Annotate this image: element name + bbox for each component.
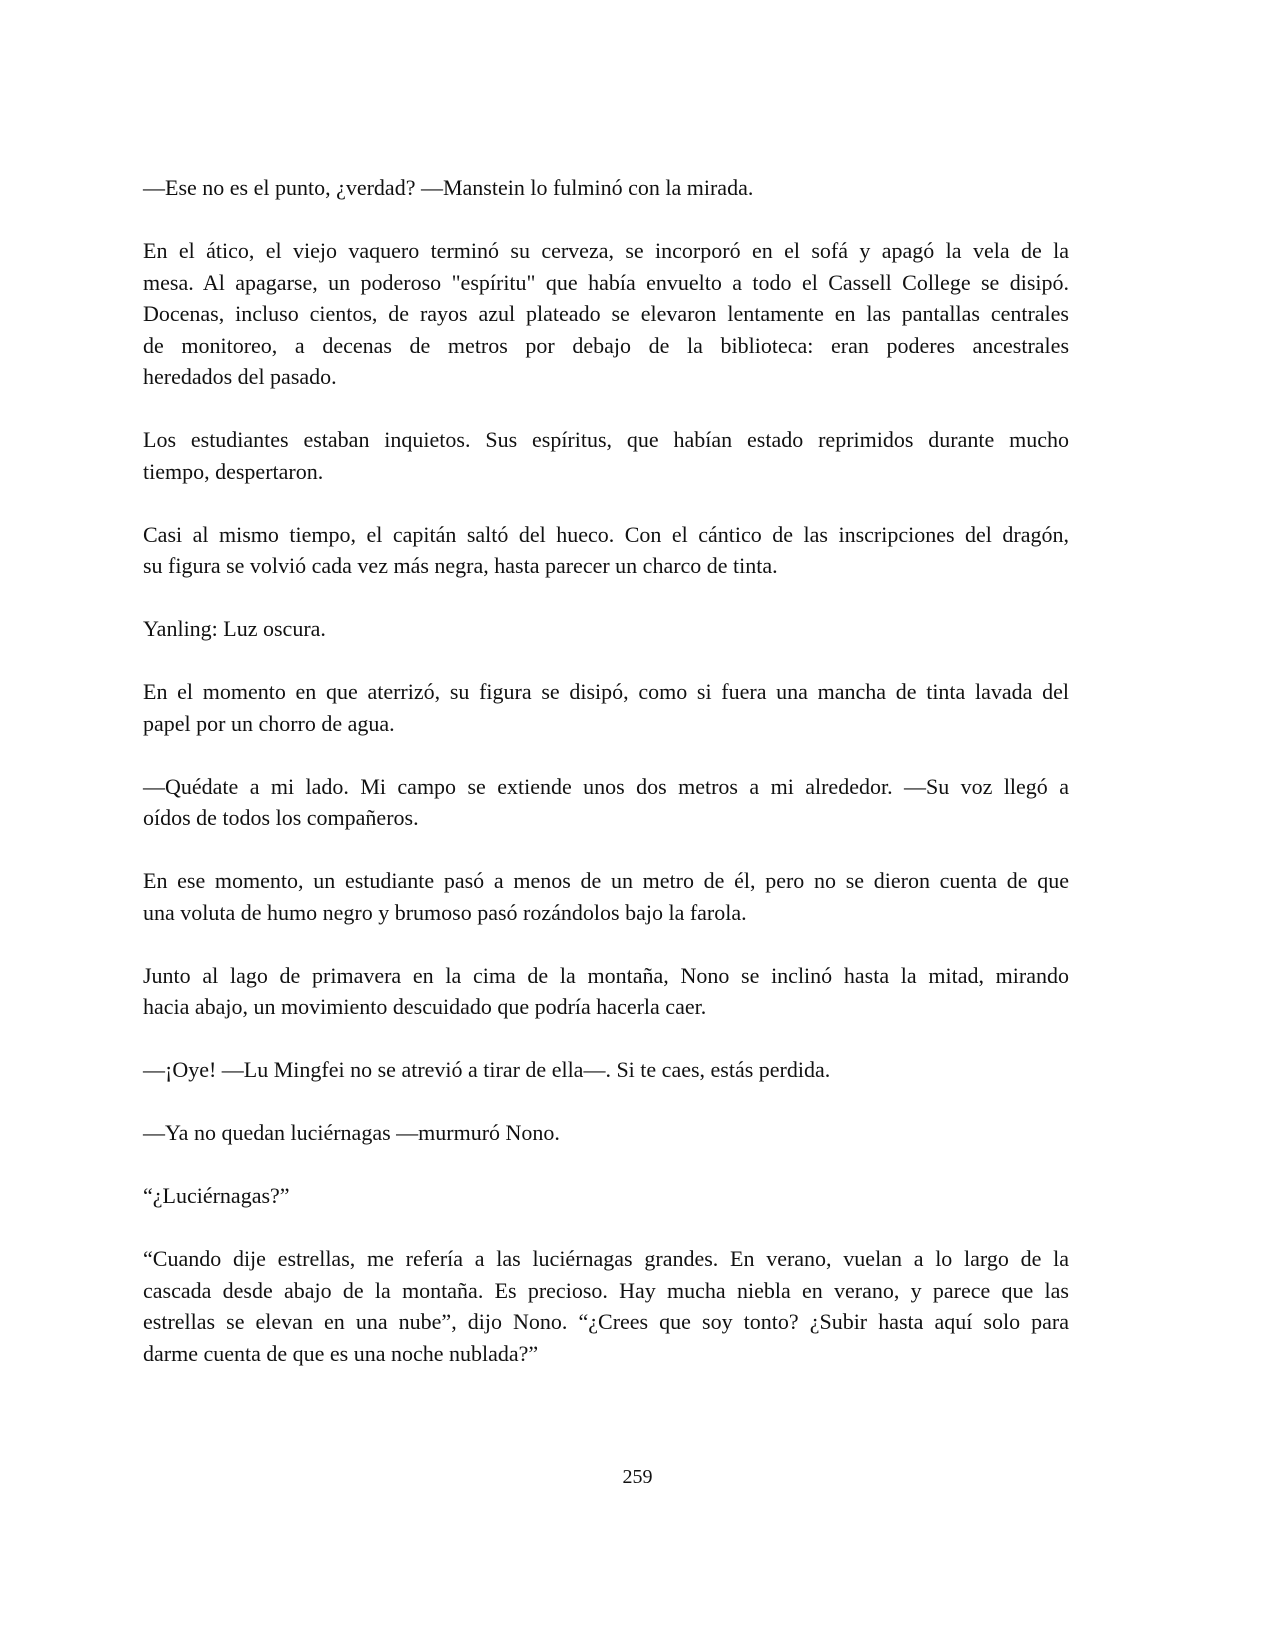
text-line: Yanling: Luz oscura. bbox=[143, 616, 326, 641]
text-line: darme cuenta de que es una noche nublada?” bbox=[143, 1340, 539, 1366]
paragraph bbox=[143, 613, 1069, 645]
text-line: Junto al lago de primavera en la cima de la montaña, Nono se inclinó hasta la mitad, mirando bbox=[143, 962, 1069, 988]
text-line: “¿Luciérnagas?” bbox=[143, 1183, 290, 1208]
text-line: —Ese no es el punto, ¿verdad? —Manstein lo fulminó con la mirada. bbox=[143, 175, 754, 200]
text-line: En el momento en que aterrizó, su figura se disipó, como si fuera una mancha de tinta lavada del bbox=[143, 679, 1069, 704]
paragraph bbox=[143, 424, 1069, 487]
text-line: “Cuando dije estrellas, me refería a las luciérnagas grandes. En verano, vuelan a lo largo de la bbox=[143, 1246, 1069, 1271]
text-line: su figura se volvió cada vez más negra, hasta parecer un charco de tinta. bbox=[143, 553, 778, 578]
text-line: En ese momento, un estudiante pasó a menos de un metro de él, pero no se dieron cuenta de que bbox=[143, 868, 1069, 893]
text-line: —Ya no quedan luciérnagas —murmuró Nono. bbox=[143, 1120, 560, 1145]
paragraph bbox=[143, 960, 1069, 1023]
text-line: —¡Oye! —Lu Mingfei no se atrevió a tirar de ella—. Si te caes, estás perdida. bbox=[143, 1057, 831, 1082]
text-line: hacia abajo, un movimiento descuidado que podría hacerla caer. bbox=[143, 994, 707, 1019]
paragraph bbox=[143, 235, 1069, 393]
paragraph bbox=[143, 1117, 1069, 1149]
page-number: 259 bbox=[622, 1466, 653, 1488]
text-line: Casi al mismo tiempo, el capitán saltó del hueco. Con el cántico de las inscripciones del dragón, bbox=[143, 521, 1069, 547]
paragraph bbox=[143, 865, 1069, 928]
paragraph bbox=[143, 519, 1069, 582]
text-line: mesa. Al apagarse, un poderoso "espíritu" que había envuelto a todo el Cassell College se disipó. bbox=[143, 269, 1069, 295]
text-line: Los estudiantes estaban inquietos. Sus espíritus, que habían estado reprimidos durante mucho bbox=[143, 427, 1069, 452]
text-line: de monitoreo, a decenas de metros por debajo de la biblioteca: eran poderes ancestrales bbox=[143, 332, 1069, 358]
paragraph bbox=[143, 1054, 1069, 1086]
text-line: estrellas se elevan en una nube”, dijo Nono. “¿Crees que soy tonto? ¿Subir hasta aquí solo para bbox=[143, 1309, 1069, 1334]
text-line: Docenas, incluso cientos, de rayos azul plateado se elevaron lentamente en las pantallas centrales bbox=[143, 301, 1069, 326]
paragraph bbox=[143, 172, 1069, 204]
body-text bbox=[143, 172, 1069, 1401]
paragraph bbox=[143, 676, 1069, 739]
paragraph bbox=[143, 1180, 1069, 1212]
text-line: una voluta de humo negro y brumoso pasó rozándolos bajo la farola. bbox=[143, 899, 747, 925]
paragraph bbox=[143, 771, 1069, 834]
text-line: cascada desde abajo de la montaña. Es precioso. Hay mucha niebla en verano, y parece que las bbox=[143, 1277, 1069, 1303]
text-line: tiempo, despertaron. bbox=[143, 458, 324, 484]
paragraph bbox=[143, 1243, 1069, 1369]
text-line: —Quédate a mi lado. Mi campo se extiende unos dos metros a mi alrededor. —Su voz llegó a bbox=[143, 773, 1069, 799]
text-line: oídos de todos los compañeros. bbox=[143, 805, 419, 830]
text-line: En el ático, el viejo vaquero terminó su cerveza, se incorporó en el sofá y apagó la vela de la bbox=[143, 238, 1069, 263]
text-line: heredados del pasado. bbox=[143, 364, 337, 389]
text-line: papel por un chorro de agua. bbox=[143, 710, 395, 736]
